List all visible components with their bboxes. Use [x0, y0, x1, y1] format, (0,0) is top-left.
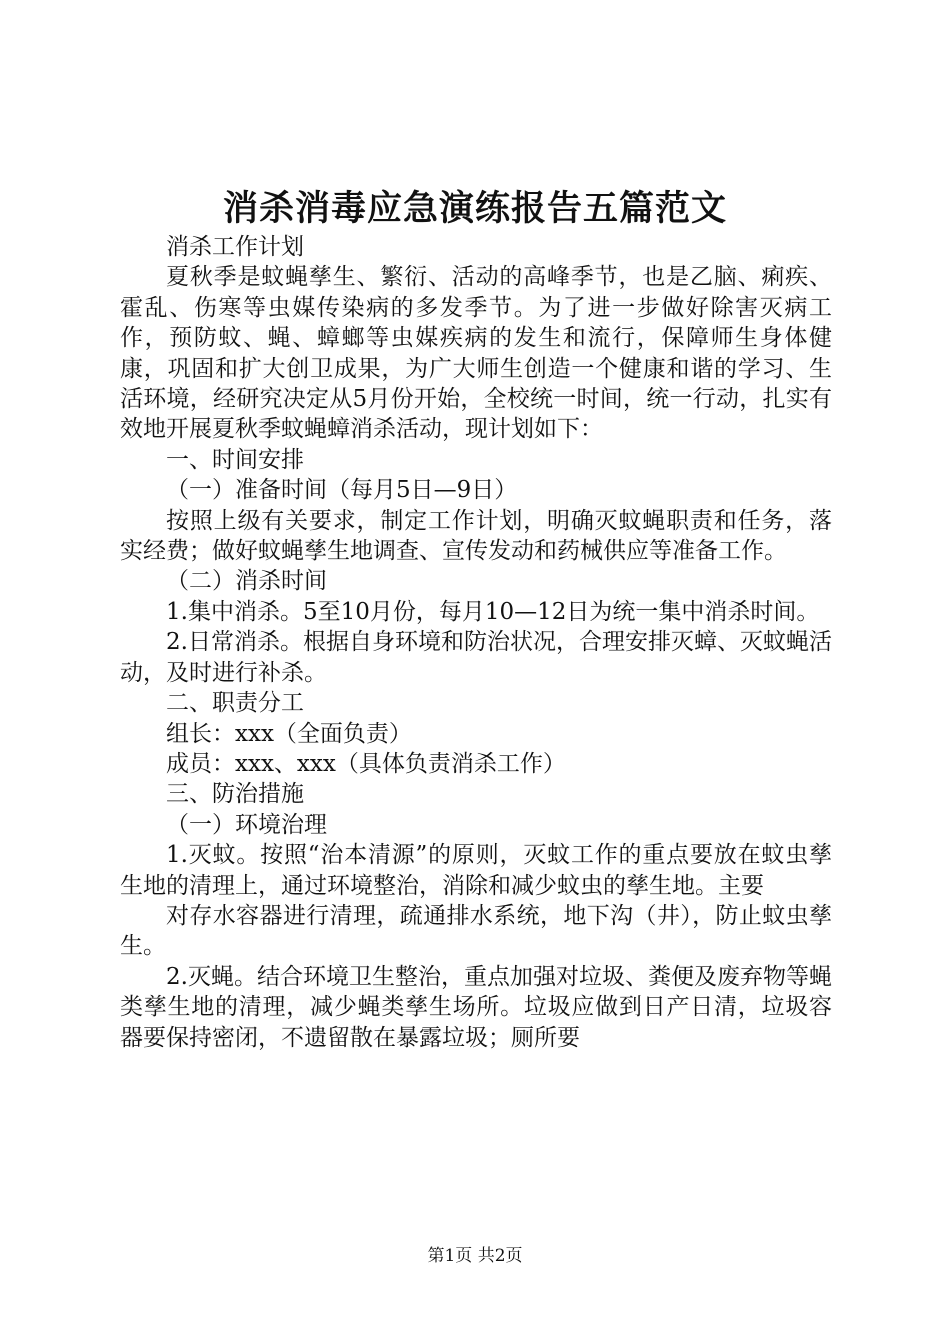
heading-measures: 三、防治措施 [166, 781, 304, 808]
paragraph-water-containers: 对存水容器进行清理，疏通排水系统，地下沟（井），防止蚊虫孳生。 [120, 902, 832, 960]
paragraph-intro: 夏秋季是蚊蝇孳生、繁衍、活动的高峰季节，也是乙脑、痢疾、霍乱、伤寒等虫媒传染病的多发季节。为了进一步做好除害灭病工作，预防蚊、蝇、蟑螂等虫媒疾病的发生和流行，保障师生身体健康，巩固和扩大创卫成果，为广大师生创造一个健康和谐的学习、生活环境，经研究决定从5月份开始，全校统一时间，统一行动，扎实有效地开展夏秋季蚊蝇蟑消杀活动，现计划如下： [120, 264, 832, 443]
paragraph-daily: 2.日常消杀。根据自身环境和防治状况，合理安排灭蟑、灭蚊蝇活动，及时进行补杀。 [120, 629, 832, 686]
paragraph-subtitle: 消杀工作计划 [166, 234, 304, 260]
document-body [120, 232, 832, 1053]
paragraph-mosquito: 1.灭蚊。按照“治本清源”的原则，灭蚊工作的重点要放在蚊虫孳生地的清理上，通过环境整治，消除和减少蚊虫的孳生地。主要 [120, 842, 832, 899]
subheading-environment: （一）环境治理 [166, 811, 327, 838]
heading-time-schedule: 一、时间安排 [166, 446, 304, 473]
paragraph-preparation: 按照上级有关要求，制定工作计划，明确灭蚊蝇职责和任务，落实经费；做好蚊蝇孳生地调查、宣传发动和药械供应等准备工作。 [120, 507, 832, 565]
subheading-disinfection-time: （二）消杀时间 [166, 568, 327, 595]
paragraph-fly: 2.灭蝇。结合环境卫生整治，重点加强对垃圾、粪便及废弃物等蝇类孳生地的清理，减少蝇类孳生场所。垃圾应做到日产日清，垃圾容器要保持密闭，不遗留散在暴露垃圾；厕所要 [120, 963, 832, 1051]
document-title: 消杀消毒应急演练报告五篇范文 [222, 188, 727, 229]
heading-responsibilities: 二、职责分工 [166, 690, 304, 717]
paragraph-members: 成员：xxx、xxx（具体负责消杀工作） [166, 750, 566, 777]
paragraph-centralized: 1.集中消杀。5至10月份，每月10—12日为统一集中消杀时间。 [166, 598, 820, 625]
page-footer: 第1页 共2页 [427, 1246, 523, 1266]
subheading-preparation-time: （一）准备时间（每月5日—9日） [166, 477, 518, 504]
paragraph-leader: 组长：xxx（全面负责） [166, 720, 412, 747]
